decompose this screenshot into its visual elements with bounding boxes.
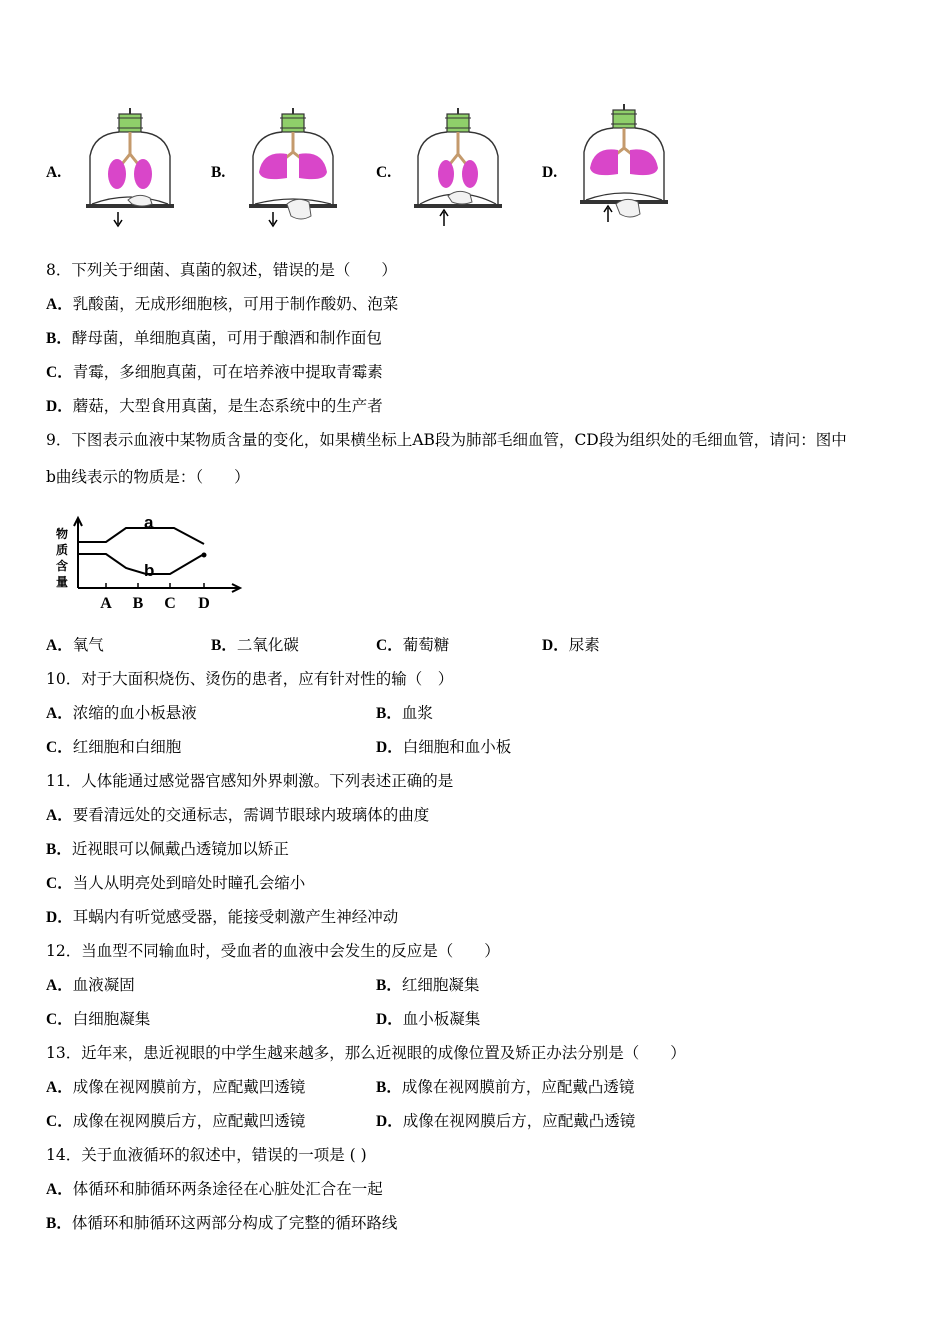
option-text: 浓缩的血小板悬液 [72,704,197,722]
ylabel-char: 质 [56,543,69,557]
option-letter: C． [46,364,73,381]
q9-option-b[interactable] [211,635,299,656]
option-text: 红细胞和白细胞 [72,738,182,756]
option-text: 体循环和肺循环这两部分构成了完整的循环路线 [71,1214,398,1232]
option-text: 成像在视网膜后方，应配戴凹透镜 [72,1112,306,1130]
option-text: 要看清远处的交通标志，需调节眼球内玻璃体的曲度 [72,806,430,824]
option-letter: D． [46,398,73,415]
q11-option-a[interactable] [46,805,429,826]
bell-jar-diagram-b [247,104,347,228]
option-text: 二氧化碳 [236,636,299,654]
q11-option-d[interactable] [46,907,398,928]
bell-jar-diagram-d [578,100,678,224]
option-text: 血浆 [401,704,433,722]
left-lung-icon [438,160,454,188]
option-text: 氧气 [72,636,104,654]
q12-stem: 12．当血型不同输血时，受血者的血液中会发生的反应是（ ） [46,942,500,960]
option-text: 蘑菇，大型食用真菌，是生态系统中的生产者 [72,397,383,415]
option-letter: A． [46,1181,73,1198]
x-tick: D [198,595,210,612]
q13-stem: 13．近年来，患近视眼的中学生越来越多，那么近视眼的成像位置及矫正办法分别是（ ） [46,1044,686,1062]
q9-stem-line2: b曲线表示的物质是：（ ） [46,468,250,486]
option-letter: B． [46,841,72,858]
option-letter: A． [46,807,73,824]
q8-option-c[interactable] [46,362,383,383]
q12-option-a[interactable] [46,975,135,996]
option-letter: A． [46,1079,73,1096]
x-tick: C [164,595,176,612]
left-lung-icon [590,149,618,175]
curve-a [78,528,204,544]
q13-option-c[interactable] [46,1111,305,1132]
q10-stem: 10．对于大面积烧伤、烫伤的患者，应有针对性的输（ ） [46,670,454,688]
ylabel-char: 含 [56,559,69,573]
q9-option-d[interactable] [542,635,600,656]
option-letter: C． [46,875,73,892]
q9-option-a[interactable] [46,635,104,656]
ylabel-char: 物 [56,527,69,541]
option-letter: B． [46,330,72,347]
q8-option-a[interactable] [46,294,398,315]
q12-option-c[interactable] [46,1009,150,1030]
option-letter: B． [376,977,402,994]
option-text: 葡萄糖 [402,636,450,654]
option-text: 乳酸菌，无成形细胞核，可用于制作酸奶、泡菜 [72,295,399,313]
q9-option-c[interactable] [376,635,449,656]
left-lung-icon [108,159,126,189]
q8-option-b[interactable] [46,328,382,349]
option-text: 酵母菌，单细胞真菌，可用于酿酒和制作面包 [71,329,382,347]
option-letter: C． [46,1011,73,1028]
option-text: 近视眼可以佩戴凸透镜加以矫正 [71,840,289,858]
q11-option-b[interactable] [46,839,289,860]
curve-b [78,554,204,574]
q11-stem: 11．人体能通过感觉器官感知外界刺激。下列表述正确的是 [46,772,454,790]
option-letter: A． [46,705,73,722]
option-letter: B． [46,1215,72,1232]
option-letter: A． [46,977,73,994]
option-text: 尿素 [568,636,600,654]
option-letter: D． [542,637,569,654]
option-letter: B． [376,1079,402,1096]
right-lung-icon [134,159,152,189]
option-letter: C． [46,739,73,756]
right-lung-icon [630,149,658,175]
option-letter: C． [376,637,403,654]
option-text: 体循环和肺循环两条途径在心脏处汇合在一起 [72,1180,383,1198]
option-letter: D． [376,739,403,756]
option-text: 红细胞凝集 [401,976,480,994]
q10-option-d[interactable] [376,737,511,758]
q12-option-b[interactable] [376,975,479,996]
q10-option-c[interactable] [46,737,181,758]
q7-option-d-label[interactable]: D. [542,164,558,181]
option-letter: C． [46,1113,73,1130]
right-lung-icon [462,160,478,188]
q14-option-b[interactable] [46,1213,397,1234]
option-letter: B． [211,637,237,654]
x-tick: A [100,595,112,612]
q7-option-b-label[interactable]: B. [211,164,226,181]
option-letter: B． [376,705,402,722]
q12-option-d[interactable] [376,1009,480,1030]
curve-b-label: b [144,561,155,580]
left-lung-icon [259,153,287,179]
option-text: 血液凝固 [72,976,135,994]
option-text: 血小板凝集 [402,1010,481,1028]
option-text: 青霉，多细胞真菌，可在培养液中提取青霉素 [72,363,383,381]
right-lung-icon [299,153,327,179]
option-letter: D． [376,1011,403,1028]
q8-stem: 8．下列关于细菌、真菌的叙述，错误的是（ ） [46,261,397,279]
q7-option-a-label[interactable]: A. [46,164,62,181]
option-text: 成像在视网膜前方，应配戴凹透镜 [72,1078,306,1096]
option-text: 耳蜗内有听觉感受器，能接受刺激产生神经冲动 [72,908,399,926]
option-text: 当人从明亮处到暗处时瞳孔会缩小 [72,874,306,892]
q13-option-b[interactable] [376,1077,634,1098]
option-text: 白细胞凝集 [72,1010,151,1028]
q13-option-a[interactable] [46,1077,305,1098]
option-text: 成像在视网膜后方，应配戴凸透镜 [402,1112,636,1130]
q13-option-d[interactable] [376,1111,635,1132]
bell-jar-diagram-a [84,104,184,228]
curve-a-label: a [144,513,154,532]
option-letter: D． [46,909,73,926]
ylabel-char: 量 [56,575,69,589]
bell-jar-diagram-c [412,104,512,228]
option-letter: A． [46,637,73,654]
q9-stem-line1: 9．下图表示血液中某物质含量的变化，如果横坐标上AB段为肺部毛细血管，CD段为组织处的毛细血管，请问：图中 [46,431,847,449]
option-letter: D． [376,1113,403,1130]
q10-option-a[interactable] [46,703,197,724]
substance-content-graph [46,508,246,612]
q14-stem: 14．关于血液循环的叙述中，错误的一项是 ( ) [46,1146,367,1164]
q8-option-d[interactable] [46,396,383,417]
q11-option-c[interactable] [46,873,305,894]
x-tick: B [132,595,144,612]
q14-option-a[interactable] [46,1179,383,1200]
q7-option-c-label[interactable]: C. [376,164,392,181]
option-text: 白细胞和血小板 [402,738,512,756]
option-letter: A． [46,296,73,313]
option-text: 成像在视网膜前方，应配戴凸透镜 [401,1078,635,1096]
q10-option-b[interactable] [376,703,433,724]
